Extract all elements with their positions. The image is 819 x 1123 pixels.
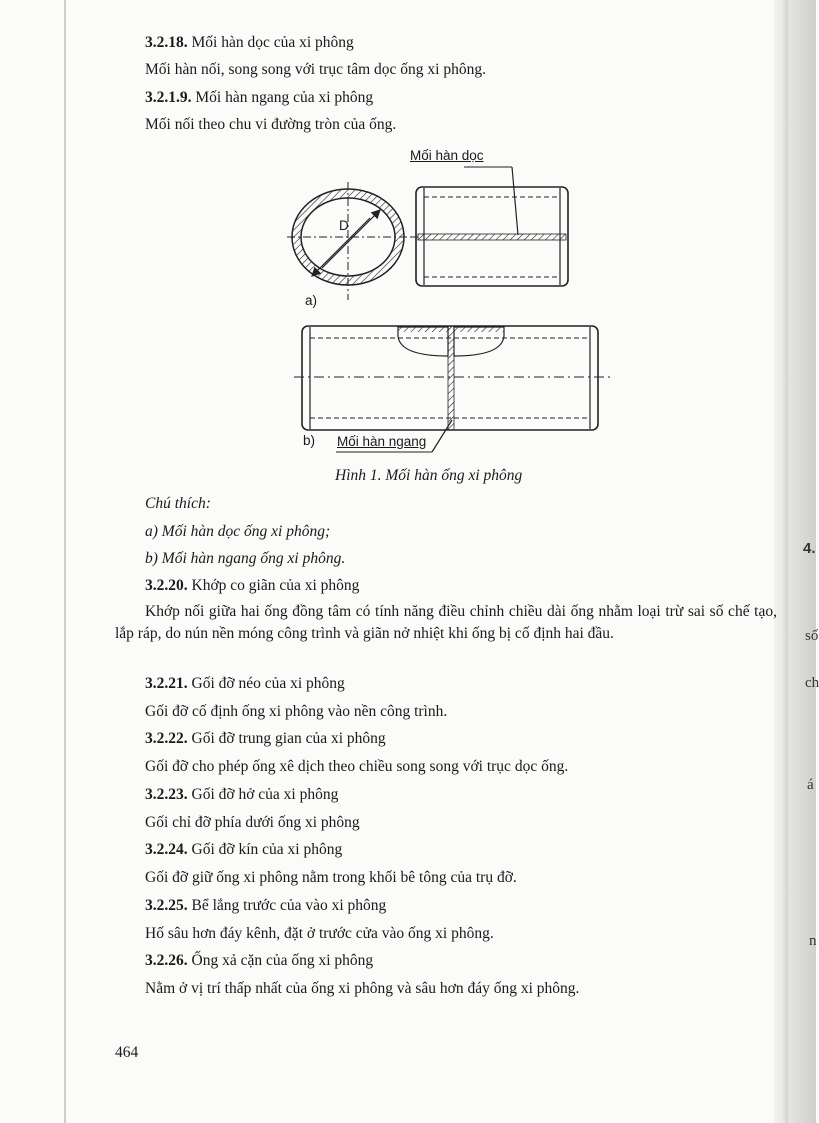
section-3-2-25 [145,896,386,916]
section-number: 3.2.23. [145,786,188,803]
longitudinal-weld-label: Mối hàn dọc [410,148,484,163]
figure-part-a-label: a) [305,293,318,308]
section-number: 3.2.20. [145,577,188,594]
section-3-2-20-body: Khớp nối giữa hai ống đồng tâm có tính năng điều chỉnh chiều dài ống nhằm loại trừ sai số chế tạo, lắp ráp, do nún nền móng công trình và giãn nở nhiệt khi ống bị cố định hai đầu. [115,603,777,642]
section-title: Gối đỡ kín của xi phông [191,841,343,858]
section-body: Gối đỡ cố định ống xi phông vào nền công trình. [145,703,448,720]
page-number: 464 [115,1044,139,1061]
diameter-label: D [339,218,349,233]
figure-part-b-label: b) [303,433,316,448]
section-title: Gối đỡ hở của xi phông [191,786,339,803]
section-3-2-23 [145,785,338,805]
next-page-fragment: á [807,777,814,793]
section-title: Mối hàn dọc của xi phông [191,34,354,51]
section-3-2-26 [145,951,373,971]
section-title: Khớp co giãn của xi phông [191,577,360,594]
section-number: 3.2.22. [145,730,188,747]
section-title: Mối hàn ngang của xi phông [195,89,374,106]
figure-caption: Hình 1. Mối hàn ống xi phông [335,467,523,484]
section-number: 3.2.25. [145,897,188,914]
section-number: 3.2.1.9. [145,89,192,106]
section-3-2-22 [145,729,386,749]
section-3-2-20 [145,576,359,596]
section-body: Gối đỡ giữ ống xi phông nằm trong khối bê tông của trụ đỡ. [145,869,517,886]
section-3-2-21 [145,674,345,694]
section-3-2-24 [145,840,342,860]
pipe-cross-section [287,182,418,300]
next-page-fragment: 4. [803,540,816,557]
note-b: b) Mối hàn ngang ống xi phông. [145,550,346,567]
section-number: 3.2.18. [145,34,188,51]
pipe-side-view-longitudinal [412,167,568,286]
section-title: Gối đỡ trung gian của xi phông [191,730,386,747]
section-title: Gối đỡ néo của xi phông [191,675,345,692]
section-title: Bể lắng trước của vào xi phông [191,897,387,914]
note-a: a) Mối hàn dọc ống xi phông; [145,523,331,540]
next-page-fragment: n [809,933,817,949]
next-page-fragment: ch [805,675,819,691]
section-body: Nằm ở vị trí thấp nhất của ống xi phông và sâu hơn đáy ống xi phông. [145,980,580,997]
circumferential-weld-label: Mối hàn ngang [337,434,427,449]
section-number: 3.2.26. [145,952,188,969]
section-title: Ống xả cặn của ống xi phông [191,952,374,969]
section-number: 3.2.24. [145,841,188,858]
section-body: Hố sâu hơn đáy kênh, đặt ở trước cửa vào ống xi phông. [145,925,494,942]
section-body: Mối hàn nối, song song với trục tâm dọc ống xi phông. [145,61,486,78]
next-page-fragment: số [805,628,819,644]
section-number: 3.2.21. [145,675,188,692]
notes-heading: Chú thích: [145,495,211,512]
section-body: Gối chỉ đỡ phía dưới ống xi phông [145,814,360,831]
section-body: Mối nối theo chu vi đường tròn của ống. [145,116,397,133]
section-body: Gối đỡ cho phép ống xê dịch theo chiều song song với trục dọc ống. [145,758,569,775]
